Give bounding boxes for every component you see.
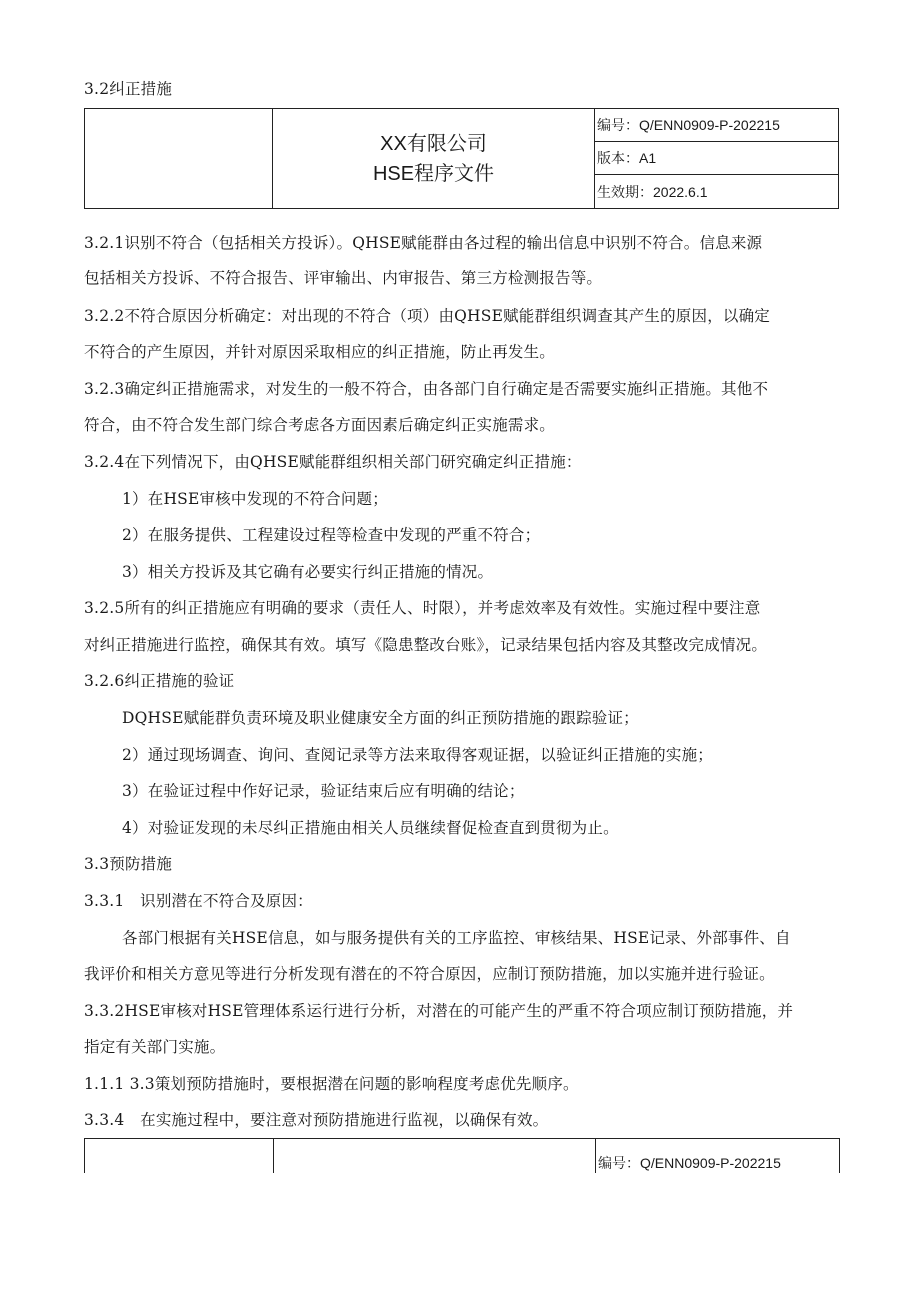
effective-date: 生效期：2022.6.1 — [595, 175, 839, 209]
body-line: 3.3.1 识别潜在不符合及原因： — [84, 892, 313, 910]
body-line: 3.2.4在下列情况下，由QHSE赋能群组织相关部门研究确定纠正措施： — [84, 453, 582, 471]
company-name: XX有限公司 — [380, 132, 487, 155]
table-divider — [595, 1139, 596, 1173]
body-line: 包括相关方投诉、不符合报告、评审输出、内审报告、第三方检测报告等。 — [84, 269, 603, 287]
list-item: 3）在验证过程中作好记录，验证结束后应有明确的结论； — [122, 782, 525, 800]
table-divider — [273, 1139, 274, 1173]
body-line: 3.2.3确定纠正措施需求，对发生的一般不符合，由各部门自行确定是否需要实施纠正措施。其他不 — [84, 380, 769, 398]
body-line: 指定有关部门实施。 — [84, 1038, 226, 1056]
list-item: 2）通过现场调查、询问、查阅记录等方法来取得客观证据，以验证纠正措施的实施； — [122, 746, 713, 764]
document-version: 版本：A1 — [595, 142, 839, 175]
logo-cell — [85, 109, 273, 209]
list-item: 1）在HSE审核中发现的不符合问题； — [122, 490, 388, 508]
body-line: 符合，由不符合发生部门综合考虑各方面因素后确定纠正实施需求。 — [84, 416, 556, 434]
list-item: 2）在服务提供、工程建设过程等检查中发现的严重不符合； — [122, 526, 541, 544]
list-item: 4）对验证发现的未尽纠正措施由相关人员继续督促检查直到贯彻为止。 — [122, 819, 619, 837]
body-line: 1.1.1 3.3策划预防措施时，要根据潜在问题的影响程度考虑优先顺序。 — [84, 1075, 579, 1093]
document-header-table — [84, 108, 839, 209]
body-line: 3.2.2不符合原因分析确定：对出现的不符合（项）由QHSE赋能群组织调查其产生的原因，以确定 — [84, 307, 770, 325]
section-heading: 3.2纠正措施 — [84, 80, 173, 98]
body-line: 3.3.2HSE审核对HSE管理体系运行进行分析，对潜在的可能产生的严重不符合项应制订预防措施，并 — [84, 1002, 794, 1020]
body-line: 3.2.1识别不符合（包括相关方投诉）。QHSE赋能群由各过程的输出信息中识别不符合。信息来源 — [84, 234, 763, 252]
body-line: 我评价和相关方意见等进行分析发现有潜在的不符合原因，应制订预防措施，加以实施并进行验证。 — [84, 965, 775, 983]
body-line: 3.2.6纠正措施的验证 — [84, 672, 235, 690]
list-item: 3）相关方投诉及其它确有必要实行纠正措施的情况。 — [122, 563, 494, 581]
title-cell — [273, 109, 595, 209]
body-line: 3.2.5所有的纠正措施应有明确的要求（责任人、时限），并考虑效率及有效性。实施过程中要注意 — [84, 599, 761, 617]
document-type: HSE程序文件 — [372, 162, 495, 185]
body-line: 各部门根据有关HSE信息，如与服务提供有关的工序监控、审核结果、HSE记录、外部事件、自 — [122, 929, 791, 947]
list-item: DQHSE赋能群负责环境及职业健康安全方面的纠正预防措施的跟踪验证； — [122, 709, 639, 727]
body-line: 3.3预防措施 — [84, 855, 173, 873]
body-line: 不符合的产生原因，并针对原因采取相应的纠正措施，防止再发生。 — [84, 343, 556, 361]
next-page-header-table — [84, 1138, 840, 1173]
document-code: 编号：Q/ENN0909-P-202215 — [598, 1155, 781, 1171]
body-line: 3.3.4 在实施过程中，要注意对预防措施进行监视，以确保有效。 — [84, 1111, 549, 1129]
document-code: 编号：Q/ENN0909-P-202215 — [595, 109, 839, 142]
body-line: 对纠正措施进行监控，确保其有效。填写《隐患整改台账》，记录结果包括内容及其整改完成情况。 — [84, 636, 768, 654]
